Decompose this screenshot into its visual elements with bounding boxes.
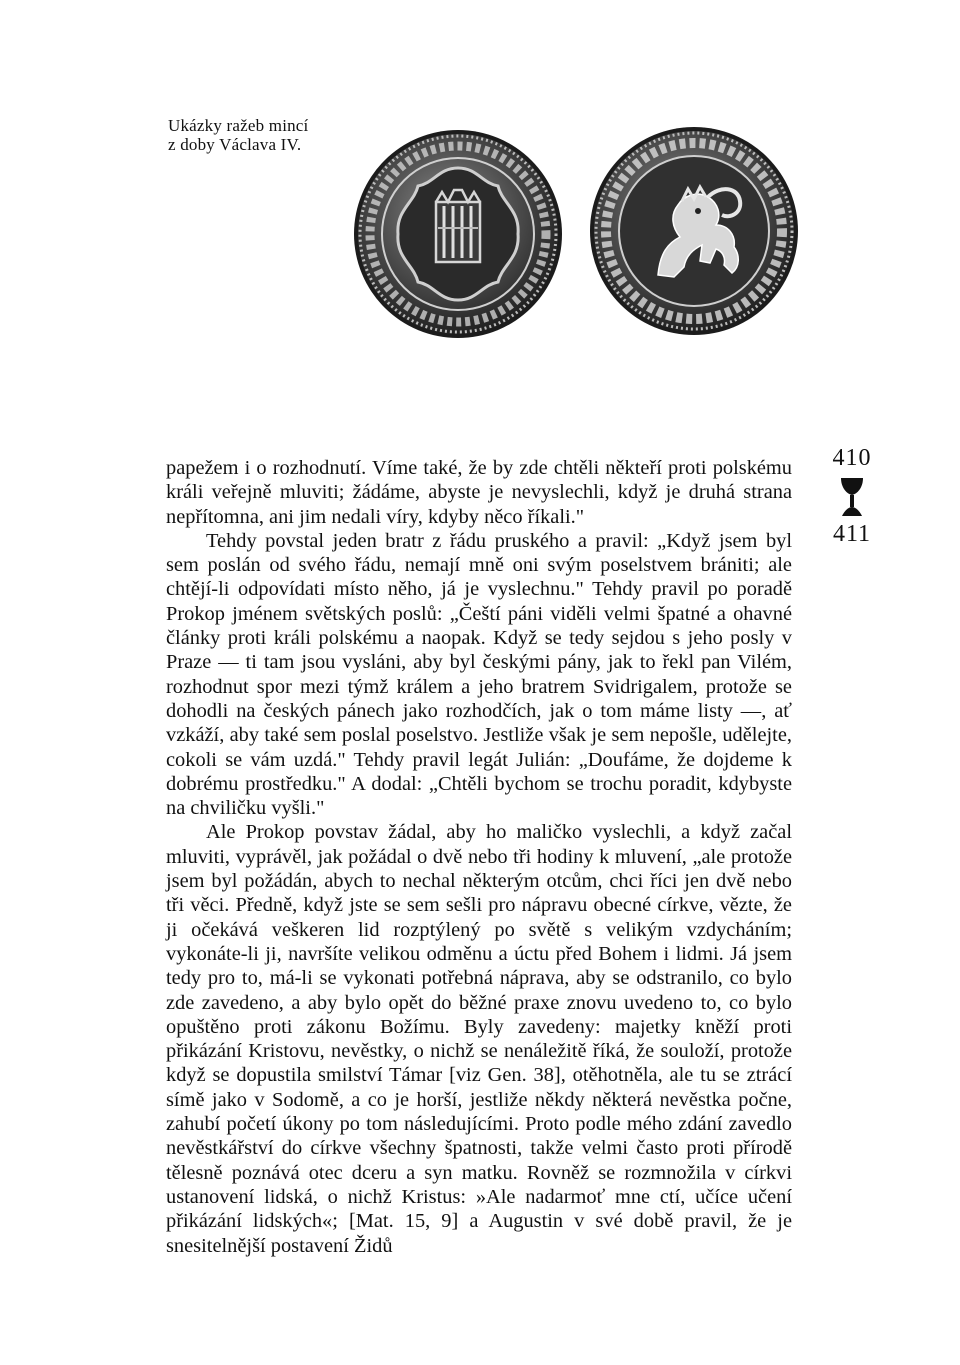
caption-line-2: z doby Václava IV. (168, 135, 302, 154)
paragraph-2: Tehdy povstal jeden bratr z řádu pruského a pravil: „Když jsem byl sem poslán od svého řádu, nemají mně oni svým poselstvem brániti; ale chtějí-li odpovídati místo něho, já je vyslechnu." Tehdy pravil po poradě Prokop jménem světských poslů: „Čeští páni viděli velmi špatné a ohavné články proti králi polskému a naopak. Když se tedy sejdou s jeho posly v Praze — ti tam jsou vysláni, aby byl českými pány, jak to řekl pan Vilém, rozhodnut spor mezi týmž králem a jeho bratrem Svidrigalem, protože se dohodli na českých pánech jako rozhodčích, jak o tom máme listy —, ať vzkáží, aby také sem poslal poselstvo. Jestliže však je sem nepošle, udělejte, cokoli se vám uzdá." Tehdy pravil legát Julián: „Doufáme, že dojdeme k dobrému prostředku." A dodal: „Chtěli bychom se trochu poradit, kdybyste na chviličku vyšli." (166, 529, 792, 820)
chalice-icon (837, 476, 867, 518)
body-text (166, 456, 792, 1258)
margin-page-reference (822, 444, 882, 548)
paragraph-1: papežem i o rozhodnutí. Víme také, že by zde chtěli někteří proti polskému králi veřejně mluviti; žádáme, abyste je nevyslechli, když je druhá strana nepřítomna, ani jim nedali víry, kdyby něco říkali." (166, 457, 792, 528)
page-number-from: 410 (832, 445, 872, 471)
image-caption (168, 116, 368, 154)
caption-line-1: Ukázky ražeb mincí (168, 116, 309, 135)
coin-reverse-lion-icon (588, 125, 800, 337)
page-number-to: 411 (832, 521, 872, 547)
coin-obverse-crown-icon (352, 128, 564, 340)
paragraph-3: Ale Prokop povstav žádal, aby ho maličko vyslechli, a když začal mluviti, vyprávěl, jak požádal o dvě nebo tři hodiny k mluvení, „ale protože jsem byl požádán, abych to nechal některým otcům, chci říci jen dvě nebo tři věci. Předně, když jste se sem sešli pro nápravu obecné církve, vězte, že ji očekává veškeren lid rozptýlený po světě s velikým vzdycháním; vykonáte-li ji, navršíte velikou odměnu a úctu před Bohem i lidmi. Já jsem tedy pro to, má-li se vykonati potřebná náprava, aby se odstranilo, co bylo zde zavedeno, a aby bylo opět do běžné praxe znovu uvedeno to, co bylo opuštěno proti zákonu Božímu. Byly zavedeny: majetky kněží proti přikázání Kristovu, nevěstky, o nichž se nenáležitě říká, že souloží, protože když se dopustila smilství Támar [viz Gen. 38], otěhotněla, ale tu se ztrácí símě jako v Sodomě, a co je horší, jestliže někdy některá nevěstka počne, zahubí početí úkony po tom následujícími. Proto podle mého zdání zavedlo nevěstkářství do církve všechny špatnosti, takže velmi často proti přírodě tělesně poznává otec dceru a syn matku. Rovněž se rozmnožila v církvi ustanovení lidská, o nichž Kristus: »Ale nadarmoť mne ctí, učíce učení přikázání lidských«; [Mat. 15, 9] a Augustin v své době pravil, že je snesitelnější postavení Židů (166, 821, 792, 1257)
